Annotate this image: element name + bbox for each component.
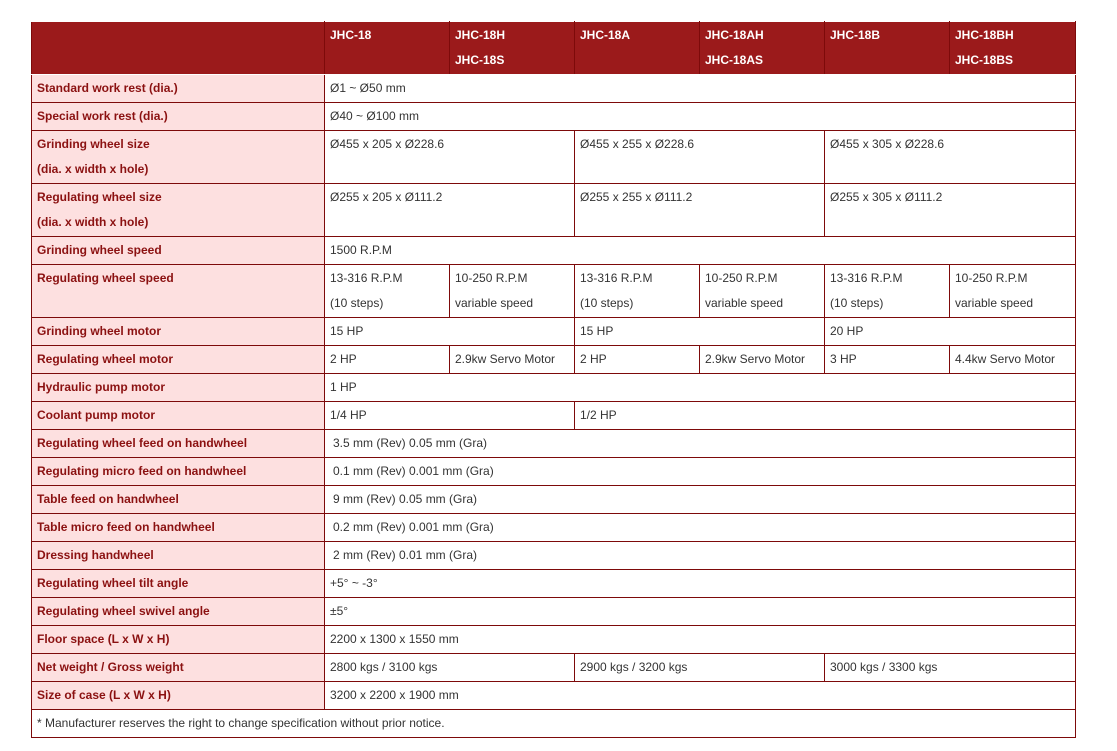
row-value: 15 HP: [575, 318, 825, 346]
row-value: 13-316 R.P.M (10 steps): [825, 265, 950, 318]
row-value: 2200 x 1300 x 1550 mm: [325, 626, 1076, 654]
table-row: [32, 184, 1076, 237]
row-value: 0.1 mm (Rev) 0.001 mm (Gra): [325, 458, 1076, 486]
row-value: 3.5 mm (Rev) 0.05 mm (Gra): [325, 430, 1076, 458]
row-label: Grinding wheel speed: [32, 237, 325, 265]
row-value: 3000 kgs / 3300 kgs: [825, 654, 1076, 682]
table-row: [32, 598, 1076, 626]
row-value: Ø255 x 205 x Ø111.2: [325, 184, 575, 237]
footnote-row: [32, 710, 1076, 738]
row-value: Ø255 x 255 x Ø111.2: [575, 184, 825, 237]
table-row: [32, 430, 1076, 458]
row-value: 2 HP: [575, 346, 700, 374]
table-row: [32, 486, 1076, 514]
row-label: Regulating wheel speed: [32, 265, 325, 318]
table-row: [32, 402, 1076, 430]
model-jhc-18a: JHC-18A: [575, 22, 700, 75]
row-value: 1/4 HP: [325, 402, 575, 430]
row-value: 1/2 HP: [575, 402, 1076, 430]
row-value: 2.9kw Servo Motor: [450, 346, 575, 374]
row-label: Regulating wheel swivel angle: [32, 598, 325, 626]
row-label: Grinding wheel size (dia. x width x hole): [32, 131, 325, 184]
footnote: * Manufacturer reserves the right to change specification without prior notice.: [32, 710, 1076, 738]
row-value: 3 HP: [825, 346, 950, 374]
row-value: 2800 kgs / 3100 kgs: [325, 654, 575, 682]
row-value: Ø455 x 305 x Ø228.6: [825, 131, 1076, 184]
table-row: [32, 103, 1076, 131]
model-jhc-18h: JHC-18H JHC-18S: [450, 22, 575, 75]
table-row: [32, 626, 1076, 654]
row-label: Table feed on handwheel: [32, 486, 325, 514]
model-jhc-18ah: JHC-18AH JHC-18AS: [700, 22, 825, 75]
table-row: [32, 75, 1076, 103]
model-jhc-18: JHC-18: [325, 22, 450, 75]
row-label: Coolant pump motor: [32, 402, 325, 430]
row-value: 13-316 R.P.M (10 steps): [575, 265, 700, 318]
model-jhc-18b: JHC-18B: [825, 22, 950, 75]
table-row: [32, 374, 1076, 402]
row-label: Dressing handwheel: [32, 542, 325, 570]
table-row: [32, 570, 1076, 598]
row-value: 0.2 mm (Rev) 0.001 mm (Gra): [325, 514, 1076, 542]
table-row: [32, 514, 1076, 542]
row-value: Ø1 ~ Ø50 mm: [325, 75, 1076, 103]
row-value: Ø40 ~ Ø100 mm: [325, 103, 1076, 131]
row-value: 2 HP: [325, 346, 450, 374]
row-value: Ø255 x 305 x Ø111.2: [825, 184, 1076, 237]
row-value: 20 HP: [825, 318, 1076, 346]
row-value: Ø455 x 255 x Ø228.6: [575, 131, 825, 184]
row-label: Hydraulic pump motor: [32, 374, 325, 402]
row-label: Special work rest (dia.): [32, 103, 325, 131]
row-label: Standard work rest (dia.): [32, 75, 325, 103]
row-label: Regulating wheel feed on handwheel: [32, 430, 325, 458]
row-value: 10-250 R.P.M variable speed: [700, 265, 825, 318]
table-row: [32, 654, 1076, 682]
row-value: 13-316 R.P.M (10 steps): [325, 265, 450, 318]
table-row: [32, 682, 1076, 710]
row-label: Floor space (L x W x H): [32, 626, 325, 654]
row-value: 9 mm (Rev) 0.05 mm (Gra): [325, 486, 1076, 514]
row-label: Regulating micro feed on handwheel: [32, 458, 325, 486]
table-row: [32, 237, 1076, 265]
row-label: Table micro feed on handwheel: [32, 514, 325, 542]
row-value: 2.9kw Servo Motor: [700, 346, 825, 374]
row-value: 10-250 R.P.M variable speed: [950, 265, 1076, 318]
row-label: Regulating wheel motor: [32, 346, 325, 374]
row-value: 2900 kgs / 3200 kgs: [575, 654, 825, 682]
row-label: Size of case (L x W x H): [32, 682, 325, 710]
model-jhc-18bh: JHC-18BH JHC-18BS: [950, 22, 1076, 75]
row-value: Ø455 x 205 x Ø228.6: [325, 131, 575, 184]
row-label: Regulating wheel tilt angle: [32, 570, 325, 598]
row-label: Grinding wheel motor: [32, 318, 325, 346]
table-row: [32, 265, 1076, 318]
row-value: 2 mm (Rev) 0.01 mm (Gra): [325, 542, 1076, 570]
row-value: 15 HP: [325, 318, 575, 346]
row-label: Net weight / Gross weight: [32, 654, 325, 682]
row-value: 3200 x 2200 x 1900 mm: [325, 682, 1076, 710]
header-blank: [32, 22, 325, 75]
row-label: Regulating wheel size (dia. x width x hole): [32, 184, 325, 237]
row-value: 4.4kw Servo Motor: [950, 346, 1076, 374]
spec-table: [31, 21, 1076, 738]
table-row: [32, 346, 1076, 374]
table-row: [32, 131, 1076, 184]
row-value: ±5°: [325, 598, 1076, 626]
table-row: [32, 318, 1076, 346]
row-value: 1 HP: [325, 374, 1076, 402]
table-row: [32, 542, 1076, 570]
row-value: +5° ~ -3°: [325, 570, 1076, 598]
row-value: 1500 R.P.M: [325, 237, 1076, 265]
header-row: [32, 22, 1076, 75]
row-value: 10-250 R.P.M variable speed: [450, 265, 575, 318]
table-row: [32, 458, 1076, 486]
